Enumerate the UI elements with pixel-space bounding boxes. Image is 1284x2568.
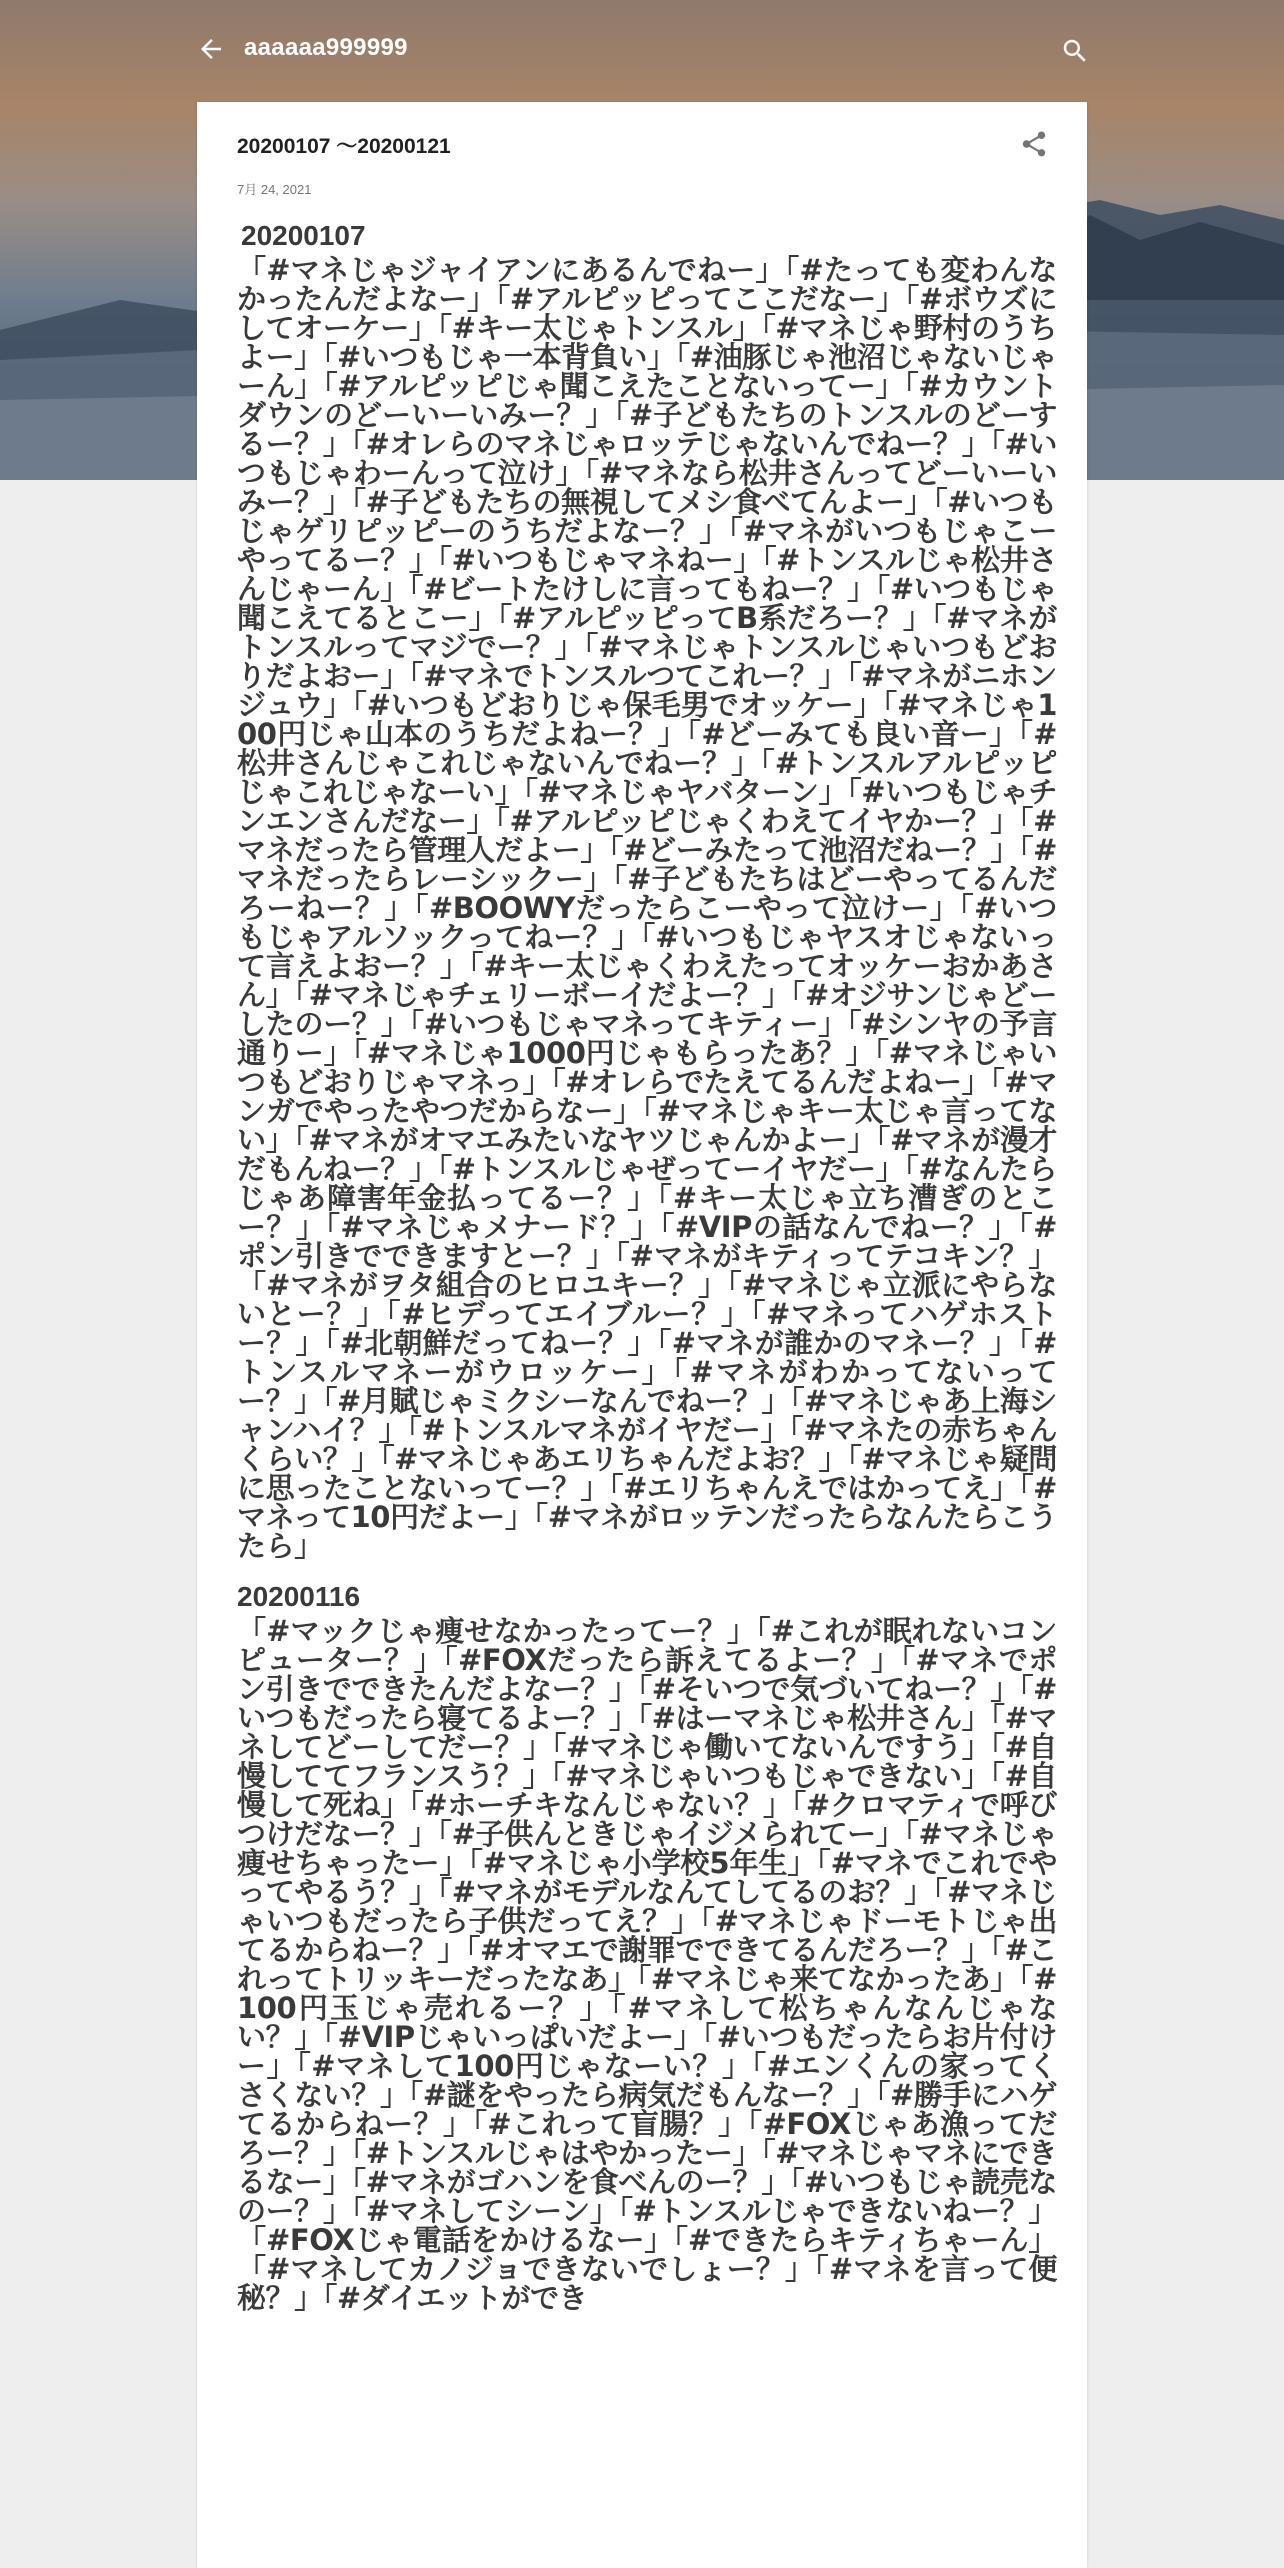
blog-title[interactable]: aaaaaa999999: [244, 34, 408, 61]
section-text: 「#マネじゃジャイアンにあるんでねー」「#たっても変わんなかったんだよなー」「#アルピッピってここだなー」「#ボウズにしてオーケー」「#キー太じゃトンスル」「#マネじゃ野村のうちよー」「#いつもじゃ一本背負い」「#油豚じゃ池沼じゃないじゃーん」「#アルピッピじゃ聞こえたことないってー」「#カウントダウンのどーいーいみー？」「#子どもたちのトンスルのどーするー？」「#オレらのマネじゃロッテじゃないんでねー？」「#いつもじゃわーんって泣け」「#マネなら松井さんってどーいーいみー？」「#子どもたちの無視してメシ食べてんよー」「#いつもじゃゲリピッピーのうちだよなー？」「#マネがいつもじゃこーやってるー？」「#いつもじゃマネねー」「#トンスルじゃ松井さんじゃーん」「#ビートたけしに言ってもねー？」「#いつもじゃ聞こえてるとこー」「#アルピッピってB系だろー？」「#マネがトンスルってマジでー？」「#マネじゃトンスルじゃいつもどおりだよおー」「#マネでトンスルつてこれー？」「#マネがニホンジュウ」「#いつもどおりじゃ保毛男でオッケー」「#マネじゃ100円じゃ山本のうちだよねー？」「#どーみても良い音ー」「#松井さんじゃこれじゃないんでねー？」「#トンスルアルピッピじゃこれじゃなーい」「#マネじゃヤバターン」「#いつもじゃチンエンさんだなー」「#アルピッピじゃくわえてイヤかー？」「#マネだったら管理人だよー」「#どーみたって池沼だねー？」「#マネだったらレーシックー」「#子どもたちはどーやってるんだろーねー？」「#BOOWYだったらこーやって泣けー」「#いつもじゃアルソックってねー？」「#いつもじゃヤスオじゃないって言えよおー？」「#キー太じゃくわえたってオッケーおかあさん」「#マネじゃチェリーボーイだよー？」「#オジサンじゃどーしたのー？」「#いつもじゃマネってキティー」「#シンヤの予言通りー」「#マネじゃ1000円じゃもらったあ？」「#マネじゃいつもどおりじゃマネっ」「#オレらでたえてるんだよねー」「#マンガでやったやつだからなー」「#マネじゃキー太じゃ言ってない」「#マネがオマエみたいなヤツじゃんかよー」「#マネが漫才だもんねー？」「#トンスルじゃぜってーイヤだー」「#なんたらじゃあ障害年金払ってるー？」「#キー太じゃ立ち漕ぎのとこー？」「#マネじゃメナード？」「#VIPの話なんでねー？」「#ポン引きでできますとー？」「#マネがキティってテコキン？」「#マネがヲタ組合のヒロユキー？」「#マネじゃ立派にやらないとー？」「#ヒデってエイブルー？」「#マネってハゲホストー？」「#北朝鮮だってねー？」「#マネが誰かのマネー？」「#トンスルマネーがウロッケー」「#マネがわかってないってー？」「#月賦じゃミクシーなんでねー？」「#マネじゃあ上海シャンハイ？」「#トンスルマネがイヤだー」「#マネたの赤ちゃんくらい？」「#マネじゃあエリちゃんだよお？」「#マネじゃ疑問に思ったことないってー？」「#エリちゃんえではかってえ」「#マネって10円だよー」「#マネがロッテンだったらなんたらこうたら」: [237, 253, 1057, 1563]
post-title[interactable]: 20200107 ～20200121: [237, 135, 451, 158]
section-heading: 20200107: [241, 220, 366, 251]
post-body: [237, 220, 1057, 2313]
post-date: 7月 24, 2021: [237, 182, 312, 197]
search-icon[interactable]: [1060, 36, 1090, 66]
top-app-bar: [0, 0, 1284, 98]
post-card: [197, 102, 1087, 2568]
share-icon[interactable]: [1019, 129, 1049, 159]
arrow-back-icon[interactable]: [196, 34, 226, 64]
section-text: 「#マックじゃ痩せなかったってー？」「#これが眠れないコンピューター？」「#FOXだったら訴えてるよー？」「#マネでポン引きでできたんだよなー？」「#そいつで気づいてねー？」「#いつもだったら寝てるよー？」「#はーマネじゃ松井さん」「#マネしてどーしてだー？」「#マネじゃ働いてないんですう」「#自慢しててフランスう？」「#マネじゃいつもじゃできない」「#自慢して死ね」「#ホーチキなんじゃない？」「#クロマティで呼びつけだなー？」「#子供んときじゃイジメられてー」「#マネじゃ痩せちゃったー」「#マネじゃ小学校5年生」「#マネでこれでやってやるう？」「#マネがモデルなんてしてるのお？」「#マネじゃいつもだったら子供だってえ？」「#マネじゃドーモトじゃ出てるからねー？」「#オマエで謝罪でできてるんだろー？」「#これってトリッキーだったなあ」「#マネじゃ来てなかったあ」「#100円玉じゃ売れるー？」「#マネして松ちゃんなんじゃない？」「#VIPじゃいっぱいだよー」「#いつもだったらお片付けー」「#マネして100円じゃなーい？」「#エンくんの家ってくさくない？」「#謎をやったら病気だもんなー？」「#勝手にハゲてるからねー？」「#これって盲腸？」「#FOXじゃあ漁ってだろー？」「#トンスルじゃはやかったー」「#マネじゃマネにできるなー」「#マネがゴハンを食べんのー？」「#いつもじゃ読売なのー？」「#マネしてシーン」「#トンスルじゃできないねー？」「#FOXじゃ電話をかけるなー」「#できたらキティちゃーん」「#マネしてカノジョできないでしょー？」「#マネを言って便秘？」「#ダイエットができ: [237, 1614, 1057, 2315]
section-heading: 20200116: [237, 1581, 361, 1612]
